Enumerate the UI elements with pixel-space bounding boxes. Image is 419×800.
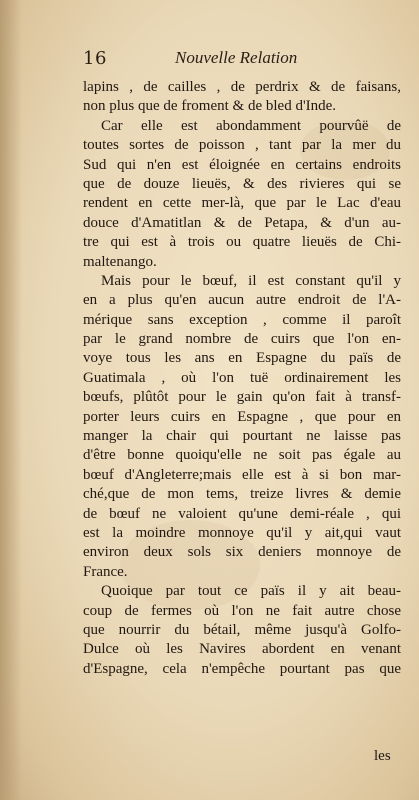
text-line: bœufs, plûtôt pour le gain qu'on fait à transf-	[83, 389, 401, 406]
text-line: non plus que de froment & de bled d'Inde.	[83, 98, 337, 115]
body-text	[83, 78, 401, 679]
text-line: environ deux sols six deniers monnoye de	[83, 544, 401, 561]
catchword: les	[374, 748, 391, 764]
text-line: rendent en cette mer-là, que par le Lac d'eau	[83, 195, 401, 212]
text-line: voye tous les ans en Espagne du païs de	[83, 350, 401, 367]
text-line: Guatimala , où l'on tuë ordinairement les	[83, 369, 401, 386]
text-line: tre qui est à trois ou quatre lieuës de Chi-	[83, 234, 401, 251]
text-line: Quoique par tout ce païs il y ait beau-	[101, 583, 401, 600]
text-line: mérique sans exception , comme il paroît	[83, 311, 401, 328]
text-line: d'Espagne, cela n'empêche pourtant pas que	[83, 660, 401, 677]
text-line: en a plus qu'en aucun autre endroit de l'A-	[83, 292, 401, 309]
text-line: Car elle est abondamment pourvûë de	[101, 117, 401, 134]
text-line: Dulce où les Navires abordent en venant	[83, 641, 401, 658]
text-line: que de douze lieuës, & des rivieres qui se	[83, 175, 401, 192]
page-header	[83, 48, 401, 74]
text-line: est la moindre monnoye qu'il y ait,qui vaut	[83, 524, 401, 541]
running-title: Nouvelle Relation	[175, 48, 298, 67]
text-line: de bœuf ne valoient qu'une demi-réale , qui	[83, 505, 401, 522]
text-line: ché,que de mon tems, treize livres & demie	[83, 486, 401, 503]
text-line: maltenango.	[83, 253, 157, 270]
text-line: douce d'Amatitlan & de Petapa, & d'un au-	[83, 214, 401, 231]
text-line: d'être bonne quoiqu'elle ne soit pas égale au	[83, 447, 401, 464]
text-line: que nourrir du bétail, même jusqu'à Golfo-	[83, 621, 401, 638]
text-line: lapins , de cailles , de perdrix & de faisans,	[83, 79, 401, 95]
text-line: porter leurs cuirs en Espagne , que pour en	[83, 408, 401, 425]
text-line: Sud qui n'en est éloignée en certains endroits	[83, 156, 401, 173]
text-line: bœuf d'Angleterre;mais elle est à si bon mar-	[83, 466, 401, 483]
text-line: toutes sortes de poisson , tant par la mer du	[83, 137, 401, 154]
text-line: coup de fermes où l'on ne fait autre chose	[83, 602, 401, 619]
text-line: manger la chair qui pourtant ne laisse pas	[83, 428, 401, 445]
page-number: 16	[83, 48, 107, 69]
page-gutter-shadow	[0, 0, 22, 800]
text-line: Mais pour le bœuf, il est constant qu'il y	[101, 272, 401, 289]
text-line: France.	[83, 563, 128, 580]
text-line: par le grand nombre de cuirs que l'on en-	[83, 331, 401, 348]
